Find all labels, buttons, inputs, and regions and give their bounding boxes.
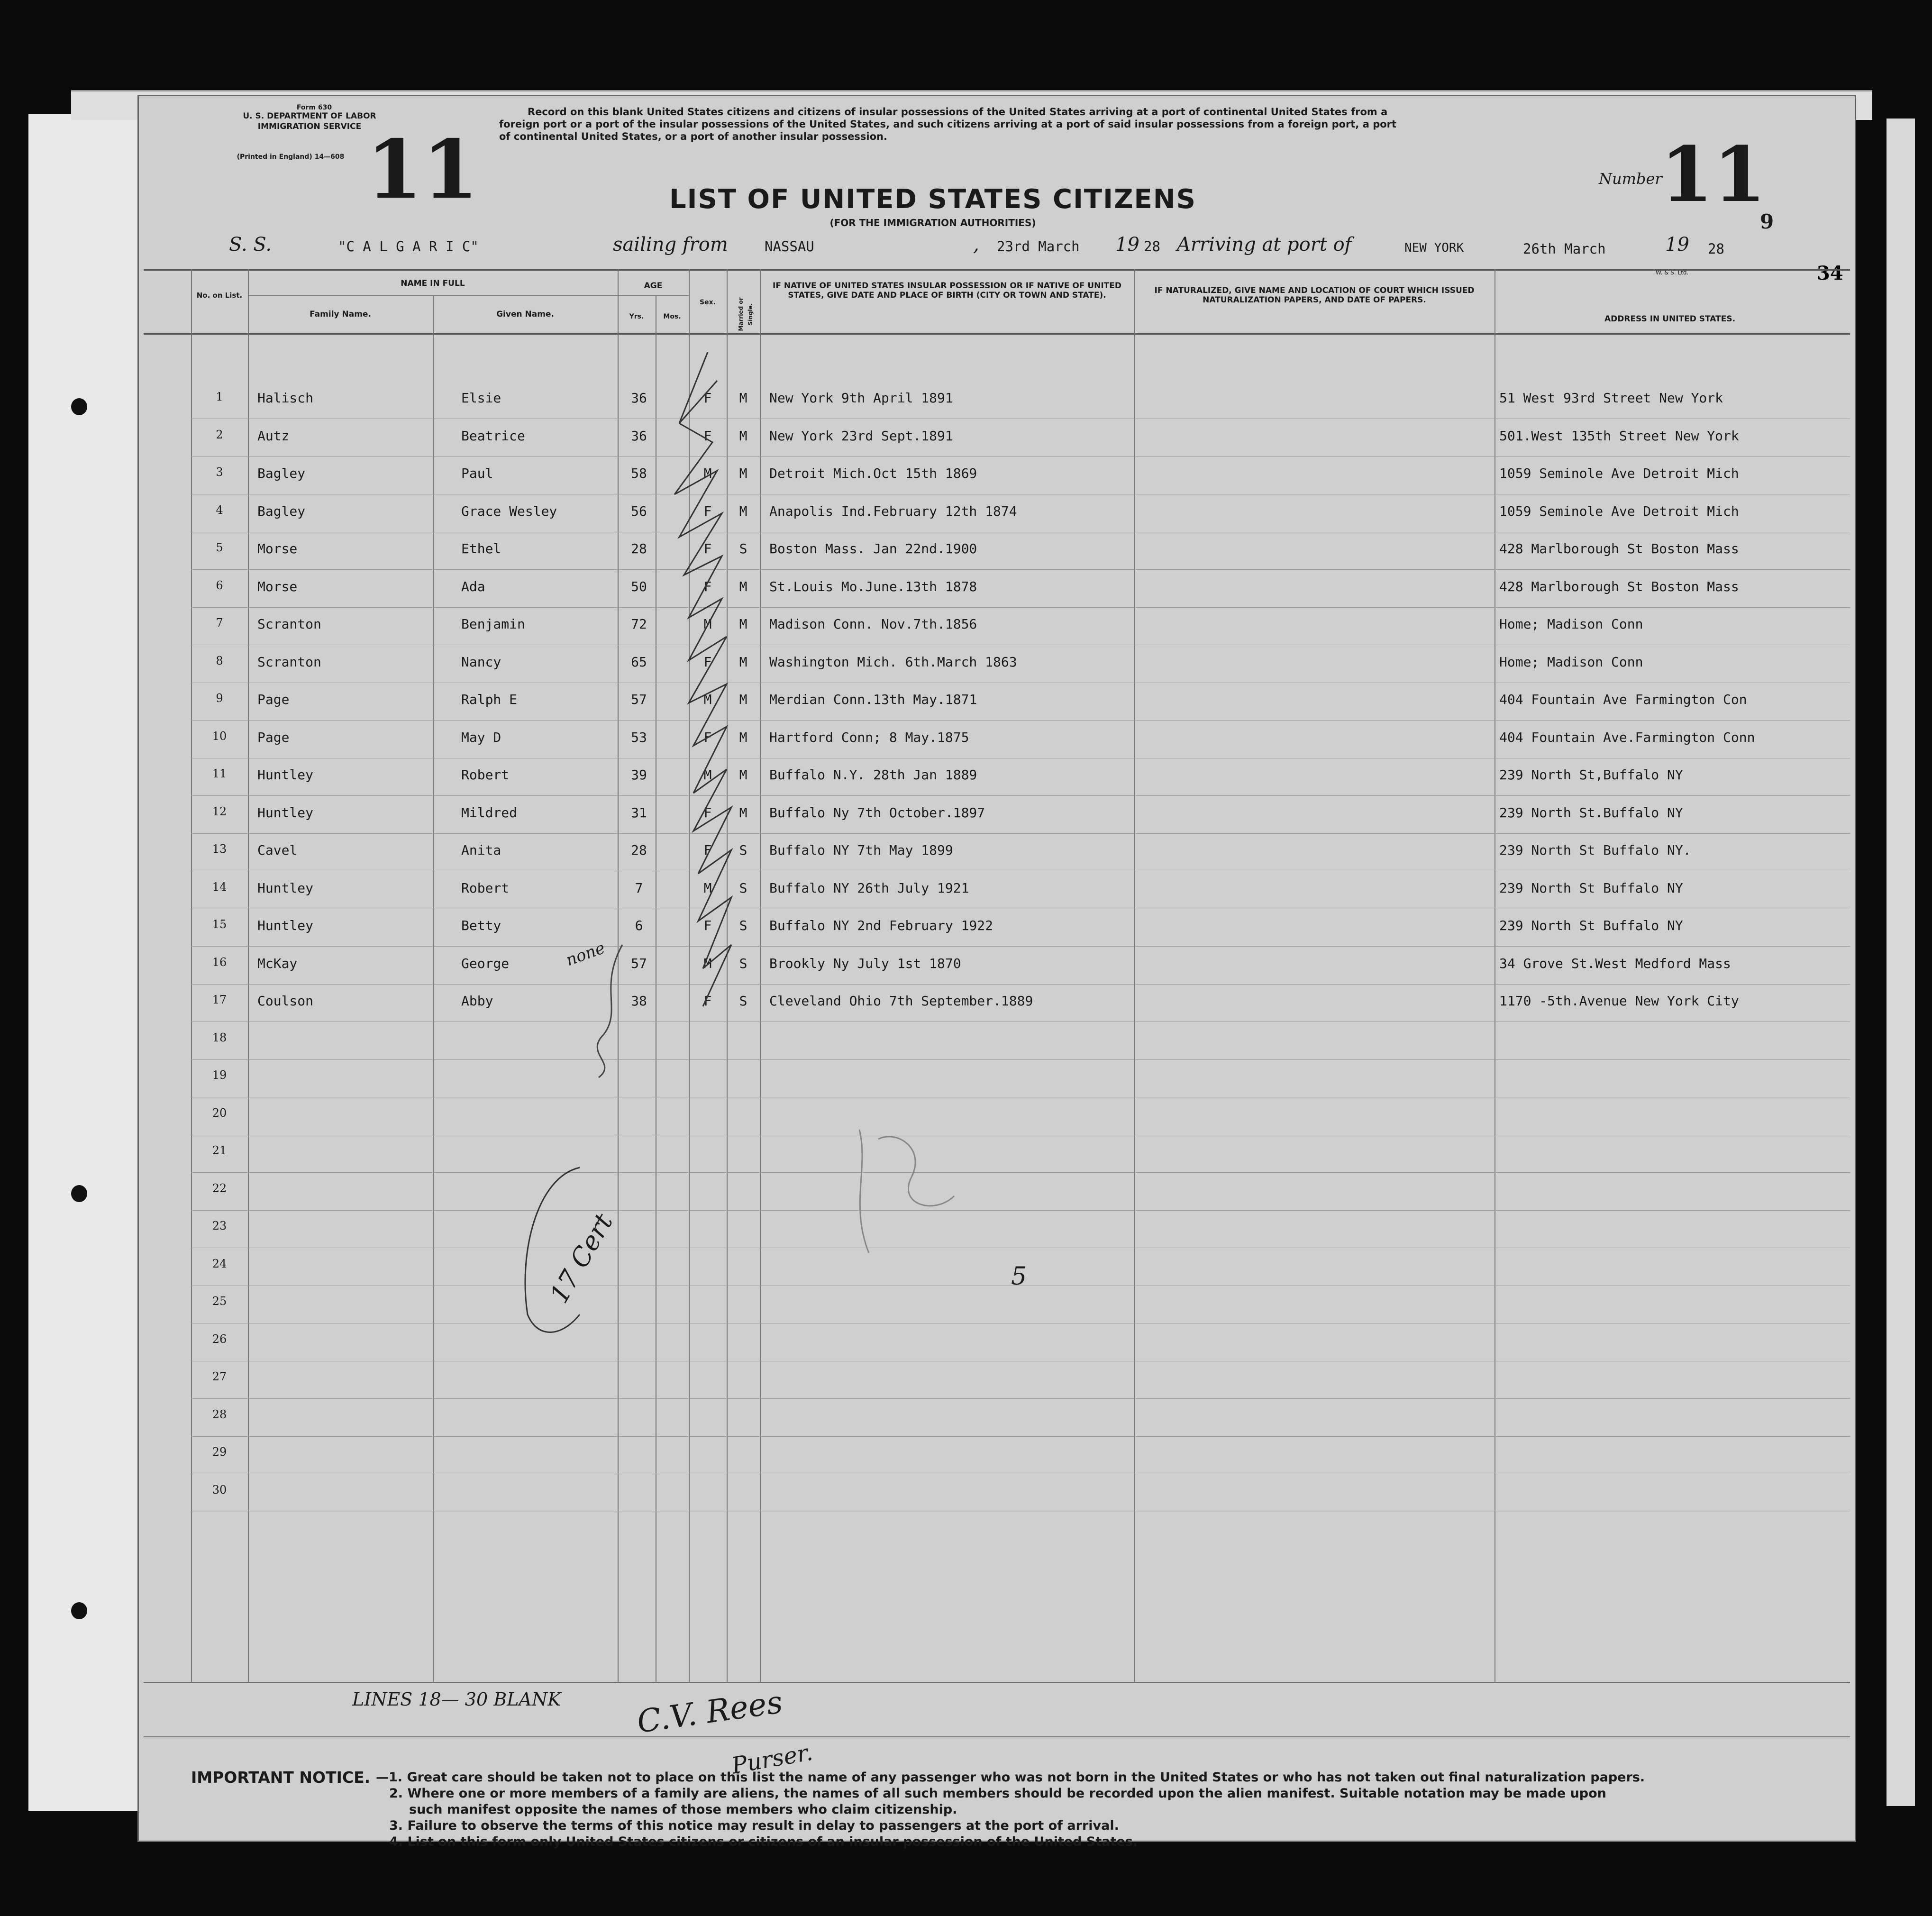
faint-annotation (840, 1111, 973, 1262)
row-address: 1170 -5th.Avenue New York City (1499, 993, 1739, 1009)
purser-title: Purser. (729, 1739, 815, 1779)
footer-rule (144, 1736, 1850, 1737)
row-family: Coulson (257, 993, 314, 1009)
row-yrs: 53 (631, 729, 647, 745)
punch-hole (71, 1602, 87, 1619)
row-given: Paul (461, 465, 493, 481)
cert-count: 17 Cert (544, 1208, 619, 1308)
row-no: 21 (212, 1144, 227, 1157)
bracket-stroke (597, 945, 622, 1077)
row-birth: Cleveland Ohio 7th September.1889 (769, 993, 1033, 1009)
row-birth: Boston Mass. Jan 22nd.1900 (769, 541, 977, 557)
row-no: 15 (212, 918, 227, 931)
row-sex: M (703, 767, 712, 783)
header-mos: Mos. (663, 313, 681, 320)
row-family: Huntley (257, 767, 314, 783)
header-no: No. on List. (196, 291, 243, 300)
row-birth: Detroit Mich.Oct 15th 1869 (769, 465, 977, 481)
row-birth: Washington Mich. 6th.March 1863 (769, 654, 1017, 670)
table-bottom-rule (144, 1682, 1850, 1683)
row-rule (191, 984, 1850, 985)
row-rule (191, 1172, 1850, 1173)
row-ms: M (739, 729, 747, 745)
list-number-right: 11 (1660, 130, 1766, 219)
row-given: Grace Wesley (461, 503, 557, 519)
row-address: 34 Grove St.West Medford Mass (1499, 955, 1731, 971)
to-port: NEW YORK (1404, 241, 1464, 255)
row-given: Ralph E (461, 692, 518, 707)
row-rule (191, 569, 1850, 570)
row-yrs: 65 (631, 654, 647, 670)
row-yrs: 58 (631, 465, 647, 481)
row-sex: F (703, 842, 712, 858)
row-address: Home; Madison Conn (1499, 654, 1643, 670)
page-number: 9 (1760, 210, 1774, 233)
important-notice-items (376, 1770, 1845, 1850)
arriving-label: Arriving at port of (1177, 234, 1352, 255)
from-port: NASSAU (765, 238, 814, 255)
row-rule (191, 1436, 1850, 1437)
row-yrs: 6 (635, 918, 643, 933)
arrival-year-prefix: 19 (1665, 234, 1689, 255)
row-no: 23 (212, 1219, 227, 1232)
row-sex: F (703, 541, 712, 557)
row-birth: New York 9th April 1891 (769, 390, 953, 406)
header-naturalized: IF NATURALIZED, GIVE NAME AND LOCATION OF COURT WHICH ISSUED NATURALIZATION PAPERS, AND DATE OF PAPERS. (1154, 286, 1475, 305)
row-address: 1059 Seminole Ave Detroit Mich (1499, 503, 1739, 519)
row-sex: F (703, 918, 712, 933)
row-yrs: 39 (631, 767, 647, 783)
row-yrs: 28 (631, 842, 647, 858)
row-sex: F (703, 503, 712, 519)
row-address: 501.West 135th Street New York (1499, 428, 1739, 444)
row-yrs: 36 (631, 428, 647, 444)
check-marks (660, 352, 755, 1130)
row-rule (191, 1059, 1850, 1060)
row-no: 25 (212, 1295, 227, 1308)
punch-hole (71, 398, 87, 415)
notice-item: 4. List on this form only United States citizens or citizens of an insular possession of the United States. (389, 1834, 1138, 1849)
row-given: Robert (461, 880, 510, 896)
manifest-sheet (137, 95, 1856, 1849)
row-sex: M (703, 955, 712, 971)
row-yrs: 57 (631, 692, 647, 707)
row-birth: Hartford Conn; 8 May.1875 (769, 729, 969, 745)
row-yrs: 36 (631, 390, 647, 406)
row-birth: St.Louis Mo.June.13th 1878 (769, 578, 977, 594)
row-address: 1059 Seminole Ave Detroit Mich (1499, 465, 1739, 481)
row-no: 10 (212, 729, 227, 743)
row-address: 51 West 93rd Street New York (1499, 390, 1723, 406)
row-no: 26 (212, 1332, 227, 1346)
comma: , (973, 234, 979, 255)
row-family: Halisch (257, 390, 314, 406)
row-address: 428 Marlborough St Boston Mass (1499, 541, 1739, 557)
row-address: 239 North St Buffalo NY (1499, 918, 1683, 933)
page-subtitle: (FOR THE IMMIGRATION AUTHORITIES) (829, 217, 1036, 228)
row-rule (191, 720, 1850, 721)
row-given: Robert (461, 767, 510, 783)
row-family: Page (257, 692, 290, 707)
header-birth: IF NATIVE OF UNITED STATES INSULAR POSSESSION OR IF NATIVE OF UNITED STATES, GIVE DATE AND PLACE OF BIRTH (CITY OR TOWN AND STATE). (773, 281, 1121, 300)
header-yrs: Yrs. (629, 313, 644, 320)
row-birth: Anapolis Ind.February 12th 1874 (769, 503, 1017, 519)
row-ms: S (739, 541, 747, 557)
row-address: 239 North St.Buffalo NY (1499, 804, 1683, 821)
header-sex: Sex. (700, 299, 716, 306)
record-notice-line: of continental United States, or a port of another insular possession. (499, 131, 887, 142)
five-mark: 5 (1011, 1262, 1027, 1291)
arrival-date: 26th March (1523, 241, 1606, 257)
row-yrs: 72 (631, 616, 647, 632)
row-given: Beatrice (461, 428, 525, 444)
printed-note: (Printed in England) 14—608 (237, 153, 345, 161)
row-family: McKay (257, 955, 298, 971)
row-ms: M (739, 390, 747, 406)
row-given: George (461, 955, 510, 971)
row-given: Betty (461, 918, 501, 933)
list-number-big: 11 (366, 122, 479, 217)
row-sex: F (703, 390, 712, 406)
row-ms: M (739, 465, 747, 481)
row-ms: M (739, 804, 747, 821)
row-family: Morse (257, 578, 298, 594)
row-no: 17 (212, 993, 227, 1006)
row-birth: Merdian Conn.13th May.1871 (769, 692, 977, 707)
row-no: 27 (212, 1370, 227, 1383)
row-address: 239 North St,Buffalo NY (1499, 767, 1683, 783)
row-no: 28 (212, 1407, 227, 1421)
row-no: 6 (216, 578, 223, 592)
row-sex: M (703, 880, 712, 896)
row-no: 8 (216, 654, 223, 667)
row-sex: M (703, 616, 712, 632)
row-family: Bagley (257, 503, 306, 519)
row-address: Home; Madison Conn (1499, 616, 1643, 632)
row-yrs: 28 (631, 541, 647, 557)
number-label: Number (1599, 170, 1662, 188)
row-address: 404 Fountain Ave Farmington Con (1499, 692, 1747, 707)
row-birth: Buffalo Ny 7th October.1897 (769, 804, 985, 821)
row-sex: M (703, 465, 712, 481)
row-birth: Buffalo NY 2nd February 1922 (769, 918, 993, 933)
row-no: 24 (212, 1257, 227, 1270)
departure-year: 28 (1144, 238, 1160, 255)
margin-number: 34 (1817, 262, 1843, 284)
row-rule (191, 1210, 1850, 1211)
form-number: Form 630 (296, 104, 332, 111)
row-sex: F (703, 729, 712, 745)
row-family: Page (257, 729, 290, 745)
record-notice-line: Record on this blank United States citizens and citizens of insular possessions of the United States arriving at a port of continental United States from a (528, 106, 1388, 118)
row-sex: F (703, 578, 712, 594)
notice-item: such manifest opposite the names of those members who claim citizenship. (409, 1802, 957, 1817)
binder-strip (28, 114, 143, 1811)
row-given: Abby (461, 993, 493, 1009)
row-yrs: 7 (635, 880, 643, 896)
row-sex: F (703, 804, 712, 821)
row-rule (191, 946, 1850, 947)
row-rule (191, 795, 1850, 796)
department-line: U. S. DEPARTMENT OF LABOR (243, 111, 376, 121)
row-given: Mildred (461, 804, 518, 821)
ship-name: "C A L G A R I C" (338, 238, 479, 255)
row-ms: S (739, 842, 747, 858)
ss-label: S. S. (229, 234, 272, 255)
row-given: Ada (461, 578, 485, 594)
row-birth: Buffalo NY 7th May 1899 (769, 842, 953, 858)
row-ms: S (739, 955, 747, 971)
row-rule (191, 456, 1850, 457)
row-yrs: 38 (631, 993, 647, 1009)
row-no: 22 (212, 1181, 227, 1195)
sailing-from-label: sailing from (613, 234, 728, 255)
row-sex: F (703, 428, 712, 444)
row-no: 18 (212, 1031, 227, 1044)
row-yrs: 56 (631, 503, 647, 519)
row-ms: M (739, 767, 747, 783)
row-ms: M (739, 578, 747, 594)
row-ms: S (739, 918, 747, 933)
punch-hole (71, 1185, 87, 1202)
row-rule (191, 607, 1850, 608)
row-no: 30 (212, 1483, 227, 1496)
record-notice-line: foreign port or a port of the insular possessions of the United States, and such citizens arriving at a port of said insular possessions from a foreign port, a port (499, 119, 1397, 130)
row-given: Elsie (461, 390, 501, 406)
row-family: Morse (257, 541, 298, 557)
header-name-in-full: NAME IN FULL (401, 279, 465, 288)
row-ms: M (739, 654, 747, 670)
row-birth: Brookly Ny July 1st 1870 (769, 955, 961, 971)
departure-date: 23rd March (997, 238, 1080, 255)
row-given: Benjamin (461, 616, 525, 632)
row-birth: New York 23rd Sept.1891 (769, 428, 953, 444)
row-yrs: 31 (631, 804, 647, 821)
row-sex: F (703, 654, 712, 670)
row-rule (191, 833, 1850, 834)
row-birth: Buffalo NY 26th July 1921 (769, 880, 969, 896)
notice-item: 3. Failure to observe the terms of this notice may result in delay to passengers at the port of arrival. (389, 1818, 1119, 1833)
row-birth: Buffalo N.Y. 28th Jan 1889 (769, 767, 977, 783)
row-address: 239 North St Buffalo NY (1499, 880, 1683, 896)
row-no: 12 (212, 804, 227, 818)
row-ms: S (739, 880, 747, 896)
row-family: Scranton (257, 616, 321, 632)
lines-blank-note: LINES 18— 30 BLANK (352, 1689, 561, 1710)
row-address: 239 North St Buffalo NY. (1499, 842, 1691, 858)
row-no: 14 (212, 880, 227, 894)
row-sex: F (703, 993, 712, 1009)
row-sex: M (703, 692, 712, 707)
header-married-single: Married or Single. (738, 297, 754, 331)
year-prefix: 19 (1115, 234, 1139, 255)
row-family: Huntley (257, 804, 314, 821)
row-family: Huntley (257, 918, 314, 933)
notice-item: —1. Great care should be taken not to place on this list the name of any passenger who was not born in the United States or who has not taken out final naturalization papers. (376, 1770, 1645, 1785)
row-birth: Madison Conn. Nov.7th.1856 (769, 616, 977, 632)
passenger-table (139, 96, 1855, 1661)
row-no: 4 (216, 503, 223, 517)
row-given: Ethel (461, 541, 501, 557)
notice-item: 2. Where one or more members of a family are aliens, the names of all such members should be recorded upon the alien manifest. Suitable notation may be made upon (389, 1786, 1606, 1801)
printer-mark: W. & S. Ltd. (1656, 269, 1689, 276)
row-ms: M (739, 616, 747, 632)
header-family-name: Family Name. (310, 310, 371, 319)
row-given: May D (461, 729, 501, 745)
row-no: 16 (212, 955, 227, 969)
row-no: 19 (212, 1068, 227, 1082)
row-given: Nancy (461, 654, 501, 670)
row-family: Autz (257, 428, 290, 444)
row-ms: M (739, 503, 747, 519)
row-ms: M (739, 428, 747, 444)
row-family: Huntley (257, 880, 314, 896)
row-family: Scranton (257, 654, 321, 670)
row-rule (191, 1398, 1850, 1399)
row-yrs: 57 (631, 955, 647, 971)
row-no: 1 (216, 390, 223, 403)
purser-signature: C.V. Rees (635, 1683, 785, 1741)
row-no: 7 (216, 616, 223, 630)
row-given: Anita (461, 842, 501, 858)
row-no: 20 (212, 1106, 227, 1120)
row-no: 13 (212, 842, 227, 856)
header-given-name: Given Name. (496, 310, 554, 319)
service-line: IMMIGRATION SERVICE (257, 122, 362, 131)
row-yrs: 50 (631, 578, 647, 594)
faint-stroke (859, 1130, 954, 1253)
arrival-year: 28 (1708, 241, 1724, 257)
row-no: 9 (216, 692, 223, 705)
none-note: none (563, 938, 608, 970)
header-address: ADDRESS IN UNITED STATES. (1604, 314, 1736, 324)
header-age: AGE (644, 281, 663, 291)
underlying-sheets-right (1886, 119, 1915, 1806)
row-no: 2 (216, 428, 223, 441)
row-address: 428 Marlborough St Boston Mass (1499, 578, 1739, 594)
page-title: LIST OF UNITED STATES CITIZENS (669, 184, 1196, 215)
important-notice-label: IMPORTANT NOTICE. (191, 1768, 371, 1787)
row-address: 404 Fountain Ave.Farmington Conn (1499, 729, 1755, 745)
row-no: 5 (216, 541, 223, 554)
row-ms: M (739, 692, 747, 707)
row-family: Bagley (257, 465, 306, 481)
row-family: Cavel (257, 842, 298, 858)
row-no: 11 (212, 767, 227, 780)
checkmark-strokes (674, 352, 731, 1006)
row-no: 3 (216, 465, 223, 479)
row-ms: S (739, 993, 747, 1009)
row-no: 29 (212, 1445, 227, 1459)
